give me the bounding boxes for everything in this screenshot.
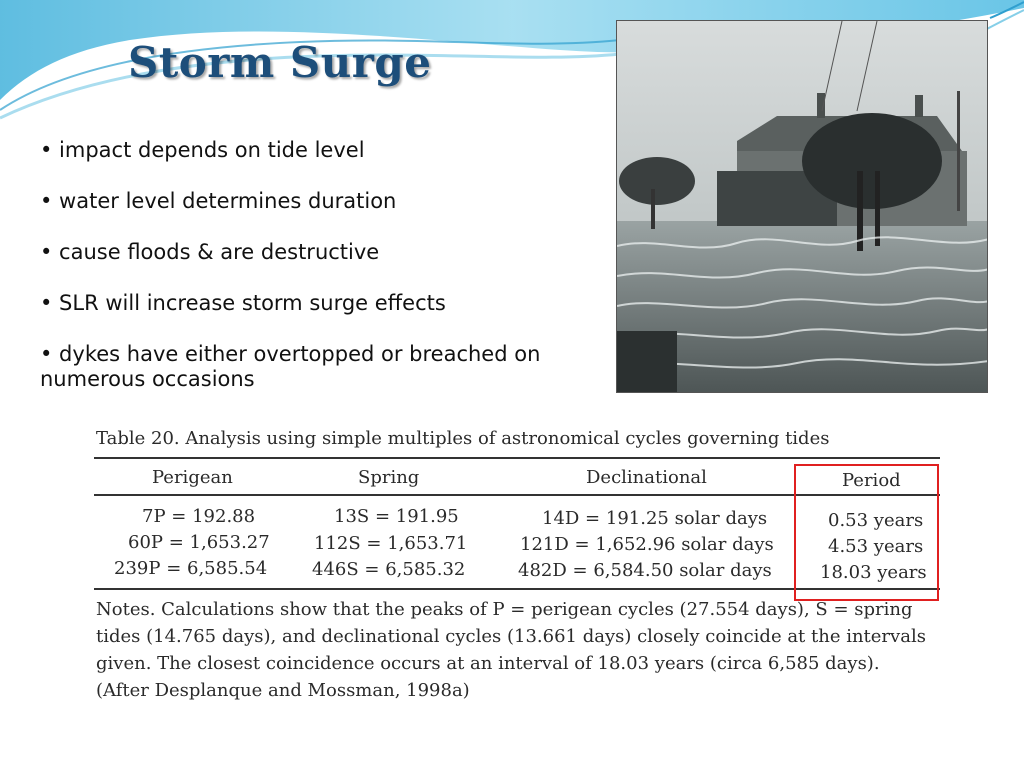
flooded-house-photo: [616, 20, 988, 393]
bullet-item: • impact depends on tide level: [40, 138, 365, 162]
table-cell: 7P = 192.88: [142, 506, 256, 527]
table-cell: 239P = 6,585.54: [114, 558, 268, 579]
bullet-item: • SLR will increase storm surge effects: [40, 291, 446, 315]
column-header-perigean: Perigean: [152, 467, 233, 488]
bullet-item: • dykes have either overtopped or breached on numerous occasions: [40, 342, 541, 391]
bullet-item: • water level determines duration: [40, 189, 397, 213]
table-cell: 446S = 6,585.32: [312, 559, 466, 580]
column-header-period: Period: [842, 470, 901, 491]
table-cell: 0.53 years: [828, 510, 924, 531]
table-cell: 60P = 1,653.27: [128, 532, 270, 553]
tide-cycles-table: [52, 400, 972, 718]
table-cell: 121D = 1,652.96 solar days: [520, 534, 774, 555]
table-cell: 13S = 191.95: [334, 506, 459, 527]
table-cell: 4.53 years: [828, 536, 924, 557]
table-top-rule: [94, 457, 940, 459]
table-cell: 482D = 6,584.50 solar days: [518, 560, 772, 581]
column-header-spring: Spring: [358, 467, 420, 488]
period-highlight-box: [794, 464, 939, 601]
table-cell: 112S = 1,653.71: [314, 533, 468, 554]
bullet-list: [40, 138, 600, 392]
table-cell: 18.03 years: [820, 562, 927, 583]
slide-title: Storm Surge: [128, 38, 432, 87]
table-cell: 14D = 191.25 solar days: [542, 508, 768, 529]
bullet-item: • cause floods & are destructive: [40, 240, 380, 264]
flooded-house-image: [617, 21, 988, 393]
table-notes: Notes. Calculations show that the peaks of P = perigean cycles (27.554 days), S = spring tides (14.765 days), and declinational cycles (13.661 days) closely coincide at the intervals given. The closest coincidence occurs at an interval of 18.03 years (circa 6,585 days). (After Desplanque and Mossman, 1998a): [96, 599, 926, 701]
column-header-declinational: Declinational: [586, 467, 707, 488]
table-caption: Table 20. Analysis using simple multiples of astronomical cycles governing tides: [96, 428, 830, 449]
